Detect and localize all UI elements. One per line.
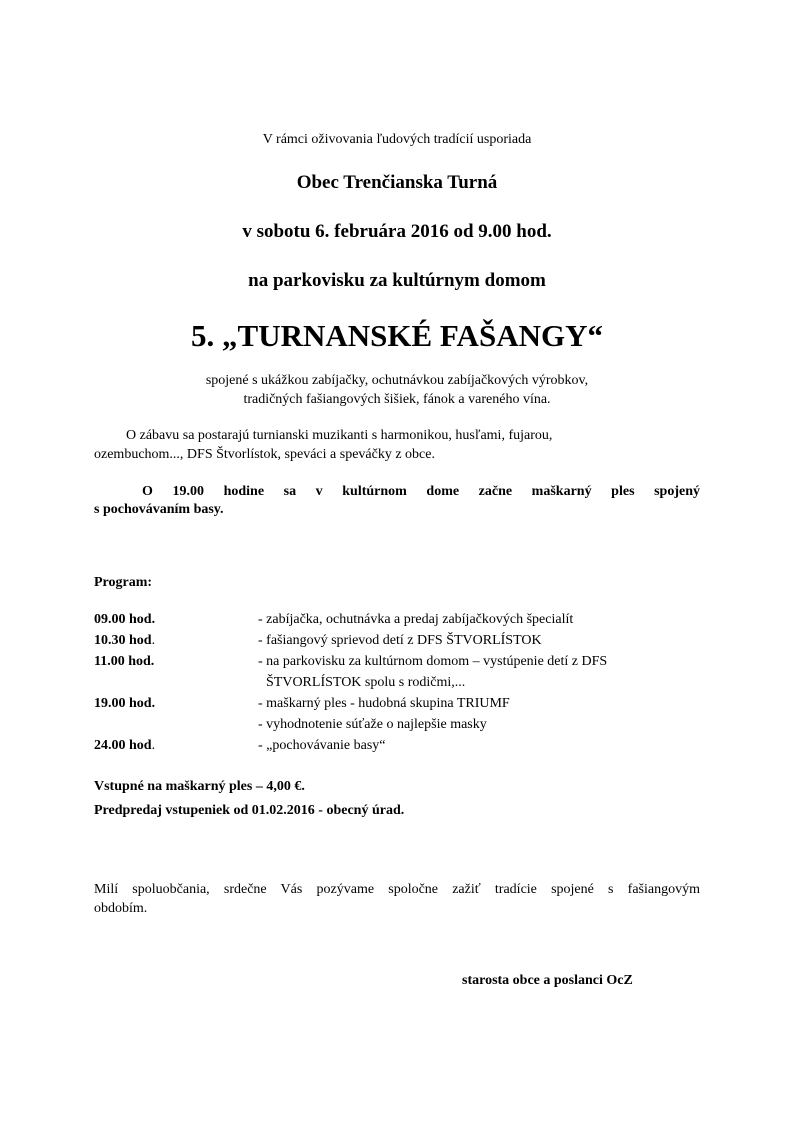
ball-paragraph-line1: O 19.00 hodine sa v kultúrnom dome začne maškarný ples spojený	[142, 484, 700, 499]
program-time-2400-label: 24.00 hod	[94, 738, 152, 753]
organizer-heading: Obec Trenčianska Turná	[296, 172, 498, 193]
ball-paragraph-line2: s pochovávaním basy.	[94, 502, 224, 517]
program-time-1030	[94, 633, 155, 649]
program-desc-1900-cont: - vyhodnotenie súťaže o najlepšie masky	[258, 717, 487, 732]
program-desc-1100-cont: ŠTVORLÍSTOK spolu s rodičmi,...	[266, 675, 466, 690]
music-paragraph-line1: O zábavu sa postarajú turnianski muzikanti s harmonikou, husľami, fujarou,	[126, 428, 553, 443]
event-title: 5. „TURNANSKÉ FAŠANGY“	[191, 318, 603, 353]
invitation-line1: Milí spoluobčania, srdečne Vás pozývame spoločne zažiť tradície spojené s fašiangovým	[94, 882, 700, 897]
program-time-2400-dot: .	[151, 738, 156, 753]
entry-fee: Vstupné na maškarný ples – 4,00 €.	[94, 779, 305, 794]
event-subtitle-line1: spojené s ukážkou zabíjačky, ochutnávkou zabíjačkových výrobkov,	[205, 373, 589, 388]
music-paragraph-line2: ozembuchom..., DFS Štvorlístok, speváci a speváčky z obce.	[94, 447, 435, 462]
program-desc-0900: - zabíjačka, ochutnávka a predaj zabíjačkových špecialít	[258, 612, 574, 627]
invitation-line2: obdobím.	[94, 901, 148, 916]
program-time-0900: 09.00 hod.	[94, 612, 156, 627]
signature: starosta obce a poslanci OcZ	[462, 973, 633, 988]
program-desc-1900: - maškarný ples - hudobná skupina TRIUMF	[258, 696, 510, 711]
event-date: v sobotu 6. februára 2016 od 9.00 hod.	[242, 221, 552, 242]
program-desc-1100: - na parkovisku za kultúrnom domom – vystúpenie detí z DFS	[258, 654, 608, 669]
program-time-1030-dot: .	[151, 633, 156, 648]
program-time-1900: 19.00 hod.	[94, 696, 156, 711]
program-desc-1030: - fašiangový sprievod detí z DFS ŠTVORLÍSTOK	[258, 633, 542, 648]
program-heading: Program:	[94, 575, 153, 590]
event-subtitle-line2: tradičných fašiangových šišiek, fánok a vareného vína.	[243, 392, 551, 407]
intro-text: V rámci oživovania ľudových tradícií usporiada	[262, 132, 532, 147]
event-place: na parkovisku za kultúrnym domom	[248, 270, 546, 291]
program-time-1100: 11.00 hod.	[94, 654, 155, 669]
program-time-2400	[94, 738, 155, 754]
program-desc-2400: - „pochovávanie basy“	[258, 738, 386, 753]
ticket-presale: Predpredaj vstupeniek od 01.02.2016 - obecný úrad.	[94, 803, 405, 818]
program-time-1030-label: 10.30 hod	[94, 633, 152, 648]
